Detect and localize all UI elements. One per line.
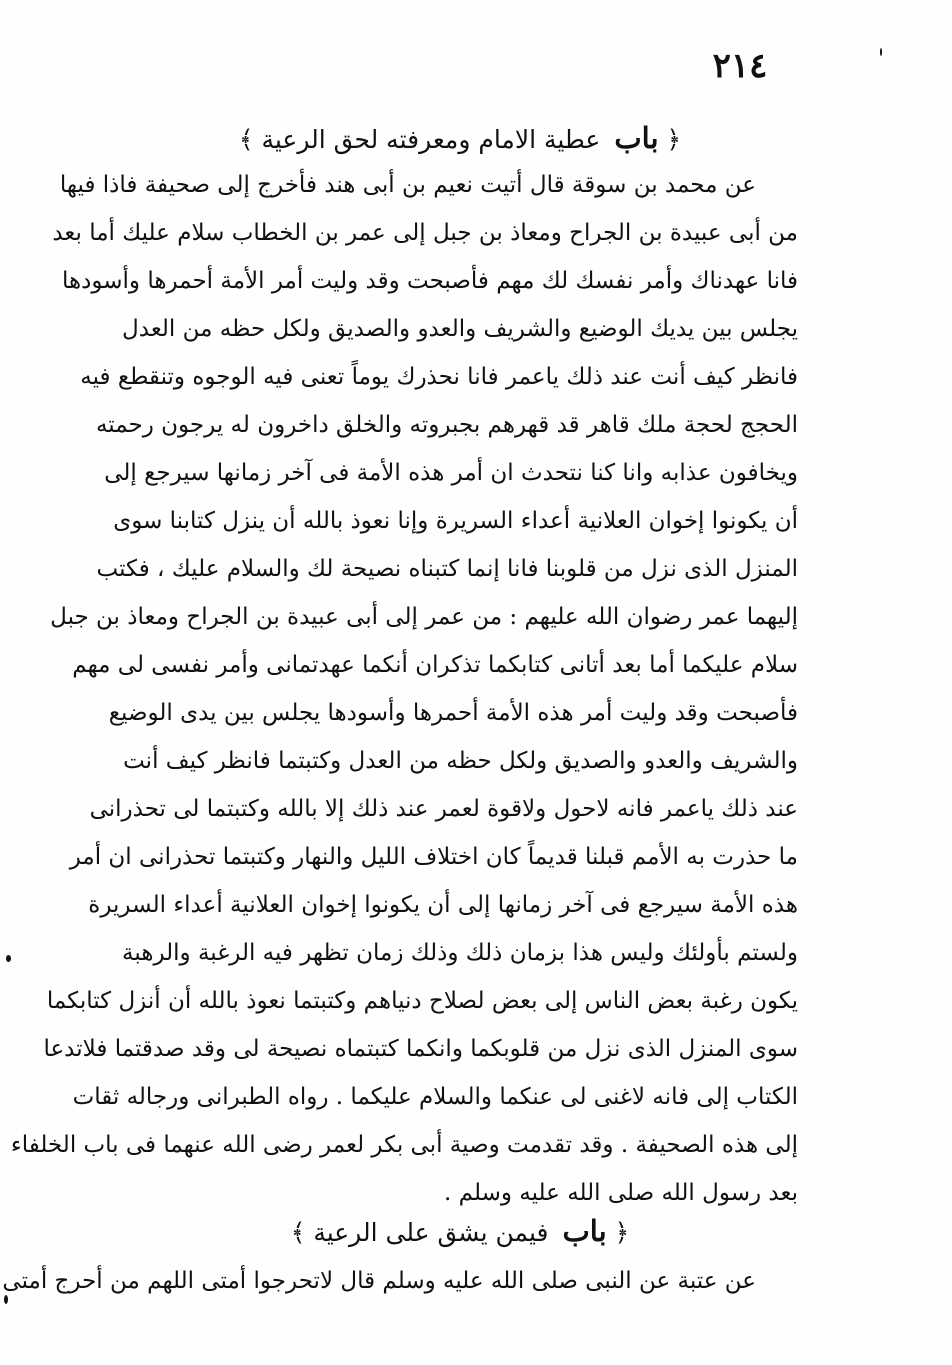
text-line: فانظر كيف أنت عند ذلك ياعمر فانا نحذرك يوماً تعنى فيه الوجوه وتنقطع فيه [80,364,798,390]
text-line: ولستم بأولئك وليس هذا بزمان ذلك وذلك زمان تظهر فيه الرغبة والرهبة [122,940,798,966]
text-line: ويخافون عذابه وانا كنا نتحدث ان أمر هذه الأمة فى آخر زمانها سيرجع إلى [104,460,798,486]
scan-speck [4,1295,8,1304]
open-bracket: ﴿ [666,125,682,154]
text-line: إليهما عمر رضوان الله عليهم : من عمر إلى أبى عبيدة بن الجراح ومعاذ بن جبل [50,604,798,630]
text-line: من أبى عبيدة بن الجراح ومعاذ بن جبل إلى عمر بن الخطاب سلام عليك أما بعد [52,220,798,246]
text-line: إلى هذه الصحيفة . وقد تقدمت وصية أبى بكر لعمر رضى الله عنهما فى باب الخلفاء [10,1132,798,1158]
text-line: سوى المنزل الذى نزل من قلوبكما وانكما كتبتماه نصيحة لى وقد صدقتما فلاتدعا [43,1036,798,1062]
text-line: والشريف والعدو والصديق ولكل حظه من العدل وكتبتما فانظر كيف أنت [123,748,798,774]
text-line: ما حذرت به الأمم قبلنا قديماً كان اختلاف الليل والنهار وكتبتما تحذرانى ان أمر [69,844,798,870]
text-line: عند ذلك ياعمر فانه لاحول ولاقوة لعمر عند ذلك إلا بالله وكتبتما لى تحذرانى [89,796,798,822]
text-line: هذه الأمة سيرجع فى آخر زمانها إلى أن يكونوا إخوان العلانية أعداء السريرة [88,892,798,918]
text-line: فانا عهدناك وأمر نفسك لك مهم فأصبحت وقد وليت أمر الأمة أحمرها وأسودها [61,268,798,294]
bab-label: باب [562,1214,607,1248]
text-line: بعد رسول الله صلى الله عليه وسلم . [444,1180,798,1206]
chapter-heading [120,118,800,160]
text-line: فأصبحت وقد وليت أمر هذه الأمة أحمرها وأسودها يجلس بين يدى الوضيع [108,700,798,726]
text-line: عن محمد بن سوقة قال أتيت نعيم بن أبى هند فأخرج إلى صحيفة فاذا فيها [59,172,756,198]
scan-speck [880,48,882,56]
bab-label: باب [614,121,659,155]
chapter-title: فيمن يشق على الرعية [313,1218,549,1247]
chapter-heading [120,1211,800,1253]
text-line: أن يكونوا إخوان العلانية أعداء السريرة وإنا نعوذ بالله أن ينزل كتابنا سوى [113,508,798,534]
text-line: عن عتبة عن النبى صلى الله عليه وسلم قال لاتحرجوا أمتى اللهم من أحرج أمتى [2,1268,756,1294]
chapter-title: عطية الامام ومعرفته لحق الرعية [261,125,601,154]
close-bracket: ﴾ [238,125,254,154]
close-bracket: ﴾ [290,1218,306,1247]
scan-speck [6,955,11,962]
text-line: يكون رغبة بعض الناس إلى بعض لصلاح دنياهم وكتبتما نعوذ بالله أن أنزل كتابكما [46,988,798,1014]
text-line: الكتاب إلى فانه لاغنى لى عنكما والسلام عليكما . رواه الطبرانى ورجاله ثقات [72,1084,798,1110]
text-line: المنزل الذى نزل من قلوبنا فانا إنما كتبناه نصيحة لك والسلام عليك ، فكتب [96,556,798,582]
text-line: يجلس بين يديك الوضيع والشريف والعدو والصديق ولكل حظه من العدل [122,316,798,342]
text-line: الحجج لحجة ملك قاهر قد قهرهم بجبروته والخلق داخرون له يرجون رحمته [95,412,798,438]
page-number: ٢١٤ [712,46,768,86]
text-line: سلام عليكما أما بعد أتانى كتابكما تذكران أنكما عهدتمانى وأمر نفسى لى مهم [72,652,798,678]
open-bracket: ﴿ [614,1218,630,1247]
